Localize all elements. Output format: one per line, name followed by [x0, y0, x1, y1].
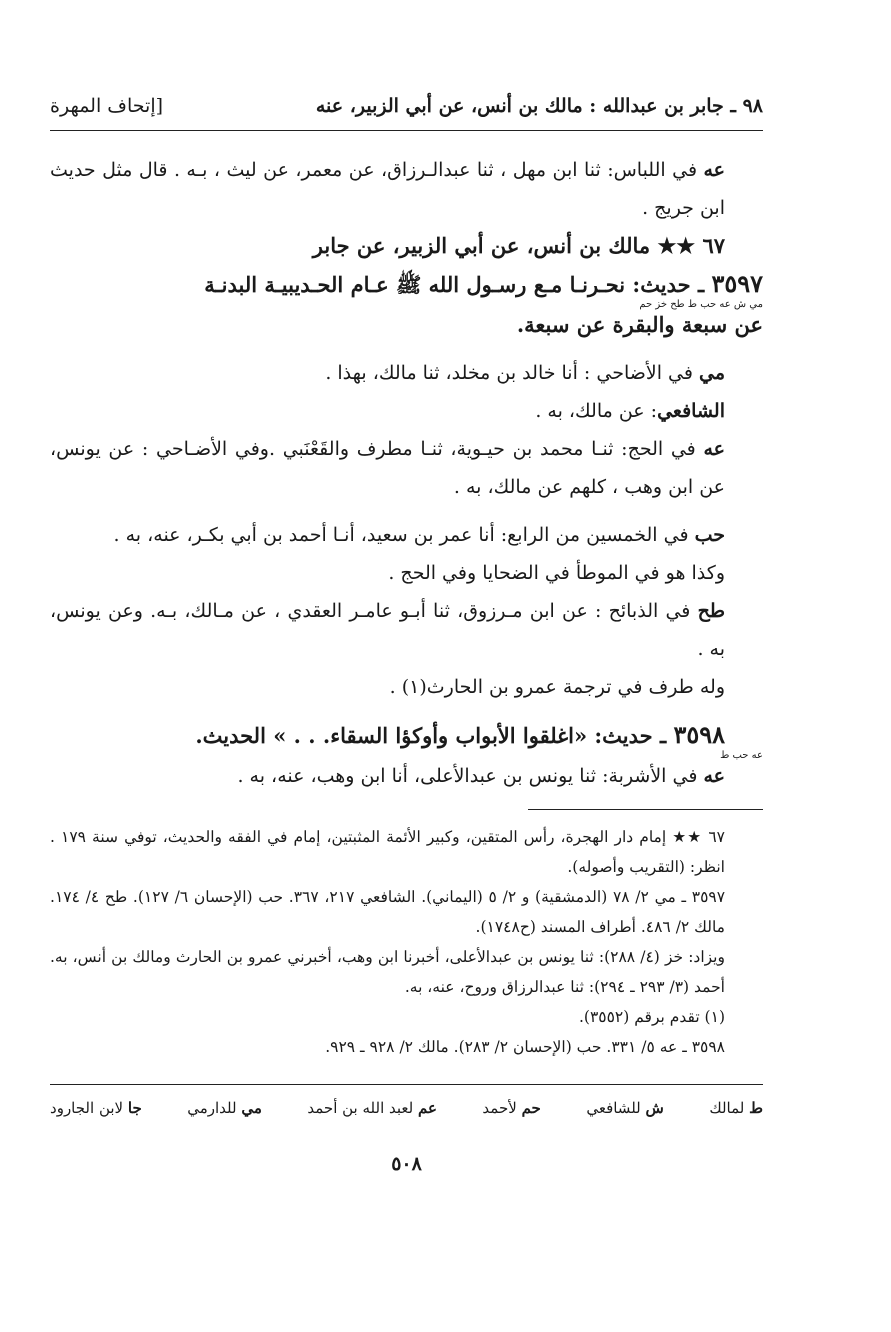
hadith-3597-continuation: عن سبعة والبقرة عن سبعة. [516, 312, 763, 337]
hadith-3597-sigla: مي ش عه حب ط طح خز حم [639, 299, 763, 310]
source-siglum: عه [703, 159, 725, 181]
footnotes [50, 822, 763, 1062]
abbreviation-item: ط لمالك [709, 1099, 763, 1117]
paragraph-taraf: وله طرف في ترجمة عمرو بن الحارث(١) . [389, 676, 725, 698]
header-title: ٩٨ ـ جابر بن عبدالله : مالك بن أنس، عن أبي الزبير، عنه [315, 95, 763, 117]
hadith-number: ٣٥٩٧ [711, 269, 763, 298]
paragraph-text: : عن مالك، به . [535, 400, 658, 422]
abbreviation-item: ش للشافعي [586, 1099, 664, 1117]
footnote-separator [528, 809, 763, 810]
abbreviations-rule [50, 1084, 763, 1085]
main-text [50, 151, 763, 795]
hadith-text: ـ حديث: نحـرنـا مـع رسـول الله ﷺ عـام الحـديبيـة البدنـة [204, 272, 712, 297]
paragraph-tah [50, 592, 763, 668]
paragraph-text: في الخمسين من الرابع: أنا عمر بن سعيد، أنـا أحمد بن أبي بكـر، عنه، به . [113, 524, 695, 546]
source-siglum: طح [697, 600, 725, 622]
section-heading-67: ٦٧ ★★ مالك بن أنس، عن أبي الزبير، عن جابر [312, 233, 725, 258]
paragraph-text: في الحج: ثنـا محمد بن حيـوية، ثنـا مطرف والقَعْنَبي .وفي الأضـاحي : عن يونس، عن ابن وهب ، كلهم عن مالك، به . [50, 438, 725, 498]
footnote: ٣٥٩٨ ـ عه ٥/ ٣٣١. حب (الإحسان ٢/ ٢٨٣). مالك ٢/ ٩٢٨ ـ ٩٢٩. [325, 1038, 725, 1056]
source-siglum: حب [694, 524, 725, 546]
hadith-3598-sigla: عه حب ط [720, 750, 763, 761]
source-siglum: الشافعي [657, 400, 725, 422]
source-siglum: عه [703, 765, 725, 787]
paragraph-muwatta: وكذا هو في الموطأ في الضحايا وفي الحج . [388, 562, 725, 584]
paragraph-ashriba [50, 757, 763, 795]
abbreviations-key [50, 1099, 763, 1117]
paragraph-text: في الأضاحي : أنا خالد بن مخلد، ثنا مالك، بهذا . [325, 362, 699, 384]
paragraph-text: في الذبائح : عن ابن مـرزوق، ثنا أبـو عامـر العقدي ، عن مـالك، بـه. وعن يونس، به . [50, 600, 725, 660]
footnote: ٦٧ ★★ إمام دار الهجرة، رأس المتقين، وكبير الأئمة المثبتين، إمام في الفقه والحديث، توفي سنة ١٧٩ . انظر: (التقريب وأصوله). [50, 828, 725, 876]
source-siglum: مي [698, 362, 725, 384]
paragraph-libas [50, 151, 763, 227]
abbreviation-item: حم لأحمد [482, 1099, 541, 1117]
abbreviation-item: جا لابن الجارود [50, 1099, 142, 1117]
header-rule [50, 130, 763, 131]
paragraph-mi [50, 354, 763, 392]
abbreviation-item: عم لعبد الله بن أحمد [307, 1099, 437, 1117]
footnote: ويزاد: خز (٤/ ٢٨٨): ثنا يونس بن عبدالأعلى، أخبرنا ابن وهب، أخبرني عمرو بن الحارث ومالك بن أنس، به. أحمد (٣/ ٢٩٣ ـ ٢٩٤): ثنا عبدالرزاق وروح، عنه، به. [50, 948, 725, 996]
paragraph-hb [50, 516, 763, 554]
paragraph-hajj [50, 430, 763, 506]
page [50, 88, 763, 1175]
hadith-text: ـ حديث: «اغلقوا الأبواب وأوكؤا السقاء. . . » الحديث. [195, 723, 674, 748]
paragraph-text: في الأشربة: ثنا يونس بن عبدالأعلى، أنا ابن وهب، عنه، به . [237, 765, 704, 787]
source-siglum: عه [703, 438, 725, 460]
footnote: (١) تقدم برقم (٣٥٥٢). [578, 1008, 725, 1026]
abbreviation-item: مي للدارمي [187, 1099, 262, 1117]
hadith-number: ٣٥٩٨ [673, 720, 725, 749]
paragraph-text: في اللباس: ثنا ابن مهل ، ثنا عبدالـرزاق، عن معمر، عن ليث ، بـه . قال مثل حديث ابن جريج . [50, 159, 725, 219]
paragraph-shafii [50, 392, 763, 430]
header-book-title: [إتحاف المهرة [50, 95, 164, 117]
page-number: ٥٠٨ [391, 1153, 422, 1175]
running-header [50, 88, 763, 124]
footnote: ٣٥٩٧ ـ مي ٢/ ٧٨ (الدمشقية) و ٢/ ٥ (اليماني). الشافعي ٢١٧، ٣٦٧. حب (الإحسان ٦/ ١٢٧). طح ٤/ ١٧٤. مالك ٢/ ٤٨٦. أطراف المسند (ح١٧٤٨). [50, 888, 726, 936]
